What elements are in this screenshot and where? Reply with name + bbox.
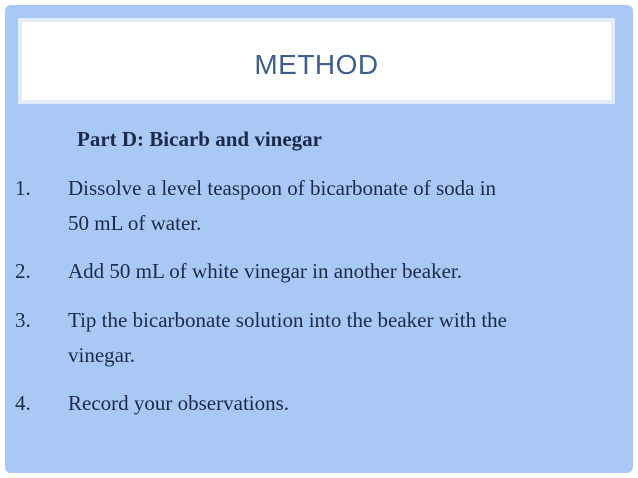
section-subheading: Part D: Bicarb and vinegar <box>77 127 322 151</box>
step-number: 1. <box>15 176 31 200</box>
slide <box>5 5 633 473</box>
step-text-line: 50 mL of water. <box>68 211 202 235</box>
step-text-line: vinegar. <box>68 343 136 367</box>
step-number: 3. <box>15 308 31 332</box>
steps-list <box>5 5 633 473</box>
step-text-line: Dissolve a level teaspoon of bicarbonate of soda in <box>68 176 497 200</box>
slide-title: METHOD <box>254 49 379 80</box>
step-number: 4. <box>15 391 31 415</box>
step-number: 2. <box>15 259 31 283</box>
step-text-line: Tip the bicarbonate solution into the beaker with the <box>68 308 507 332</box>
step-text-line: Add 50 mL of white vinegar in another beaker. <box>68 259 463 283</box>
step-text-line: Record your observations. <box>68 391 290 415</box>
